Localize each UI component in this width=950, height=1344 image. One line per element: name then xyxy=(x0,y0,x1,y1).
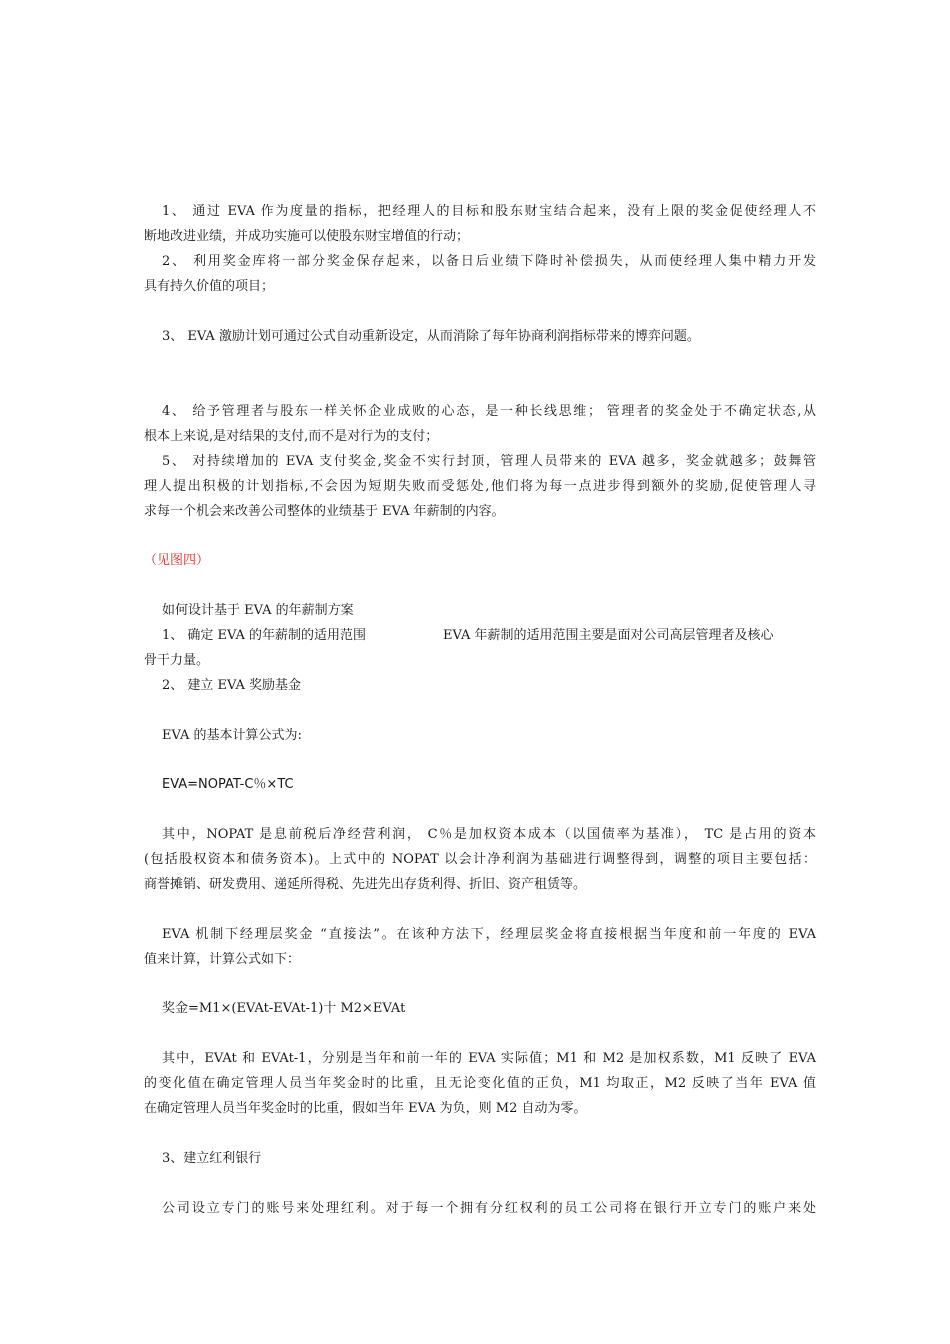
paragraph-1-line-1: 1、 通过 EVA 作为度量的指标，把经理人的目标和股东财宝结合起来，没有上限的奖金促使经理人不 xyxy=(162,204,816,219)
direct-method-line-2: 值来计算，计算公式如下： xyxy=(144,952,301,967)
bonus-formula: 奖金=M1×(EVAt-EVAt-1)十 M2×EVAt xyxy=(162,1001,406,1016)
paragraph-5-line-3: 求每一个机会来改善公司整体的业绩基于 EVA 年薪制的内容。 xyxy=(144,504,505,519)
paragraph-3: 3、 EVA 激励计划可通过公式自动重新设定，从而消除了每年协商利润指标带来的博弈问题。 xyxy=(162,329,700,344)
design-step-1-label: 1、 确定 EVA 的年薪制的适用范围 xyxy=(162,628,367,643)
bonus-bank-line-1: 公司设立专门的账号来处理红利。对于每一个拥有分红权利的员工公司将在银行开立专门的账户来处 xyxy=(162,1201,816,1216)
section-title: 如何设计基于 EVA 的年薪制方案 xyxy=(162,603,354,618)
design-step-2: 2、 建立 EVA 奖励基金 xyxy=(162,678,302,693)
definition-line-1: 其中，NOPAT 是息前税后净经营利润， C％是加权资本成本（以国债率为基准）， TC 是占用的资本 xyxy=(162,827,816,842)
paragraph-5-line-1: 5、 对持续增加的 EVA 支付奖金,奖金不实行封顶，管理人员带来的 EVA 越多，奖金就越多；鼓舞管 xyxy=(162,454,816,469)
coefficient-line-2: 的变化值在确定管理人员当年奖金时的比重，且无论变化值的正负，M1 均取正，M2 反映了当年 EVA 值 xyxy=(144,1076,816,1091)
paragraph-4-line-1: 4、 给予管理者与股东一样关怀企业成败的心态，是一种长线思维； 管理者的奖金处于不确定状态,从 xyxy=(162,404,816,419)
definition-line-2: (包括股权资本和债务资本)。上式中的 NOPAT 以会计净利润为基础进行调整得到，调整的项目主要包括： xyxy=(144,852,816,867)
paragraph-4-line-2: 根本上来说,是对结果的支付,而不是对行为的支付； xyxy=(144,429,439,444)
design-step-3: 3、建立红利银行 xyxy=(162,1151,262,1166)
figure-reference: （见图四） xyxy=(144,553,210,568)
design-step-1-line-1 xyxy=(162,626,816,646)
paragraph-2-line-2: 具有持久价值的项目； xyxy=(144,279,275,294)
design-step-1-description: EVA 年薪制的适用范围主要是面对公司高层管理者及核心 xyxy=(443,628,774,643)
definition-line-3: 商誉摊销、研发费用、递延所得税、先进先出存货利得、折旧、资产租赁等。 xyxy=(144,877,587,892)
coefficient-line-3: 在确定管理人员当年奖金时的比重，假如当年 EVA 为负，则 M2 自动为零。 xyxy=(144,1101,587,1116)
formula-intro: EVA 的基本计算公式为: xyxy=(162,728,302,743)
direct-method-line-1: EVA 机制下经理层奖金 “直接法”。在该种方法下，经理层奖金将直接根据当年度和前一年度的 EVA xyxy=(162,927,816,942)
eva-formula: EVA=NOPAT-C％×TC xyxy=(162,777,294,792)
design-step-1-line-2: 骨干力量。 xyxy=(144,653,210,668)
coefficient-line-1: 其中，EVAt 和 EVAt-1，分别是当年和前一年的 EVA 实际值；M1 和 M2 是加权系数，M1 反映了 EVA xyxy=(162,1051,816,1066)
paragraph-2-line-1: 2、 利用奖金库将一部分奖金保存起来，以备日后业绩下降时补偿损失，从而使经理人集中精力开发 xyxy=(162,254,816,269)
paragraph-5-line-2: 理人提出积极的计划指标,不会因为短期失败而受惩处,他们将为每一点进步得到额外的奖励,促使管理人寻 xyxy=(144,479,816,494)
paragraph-1-line-2: 断地改进业绩，并成功实施可以使股东财宝增值的行动； xyxy=(144,229,470,244)
